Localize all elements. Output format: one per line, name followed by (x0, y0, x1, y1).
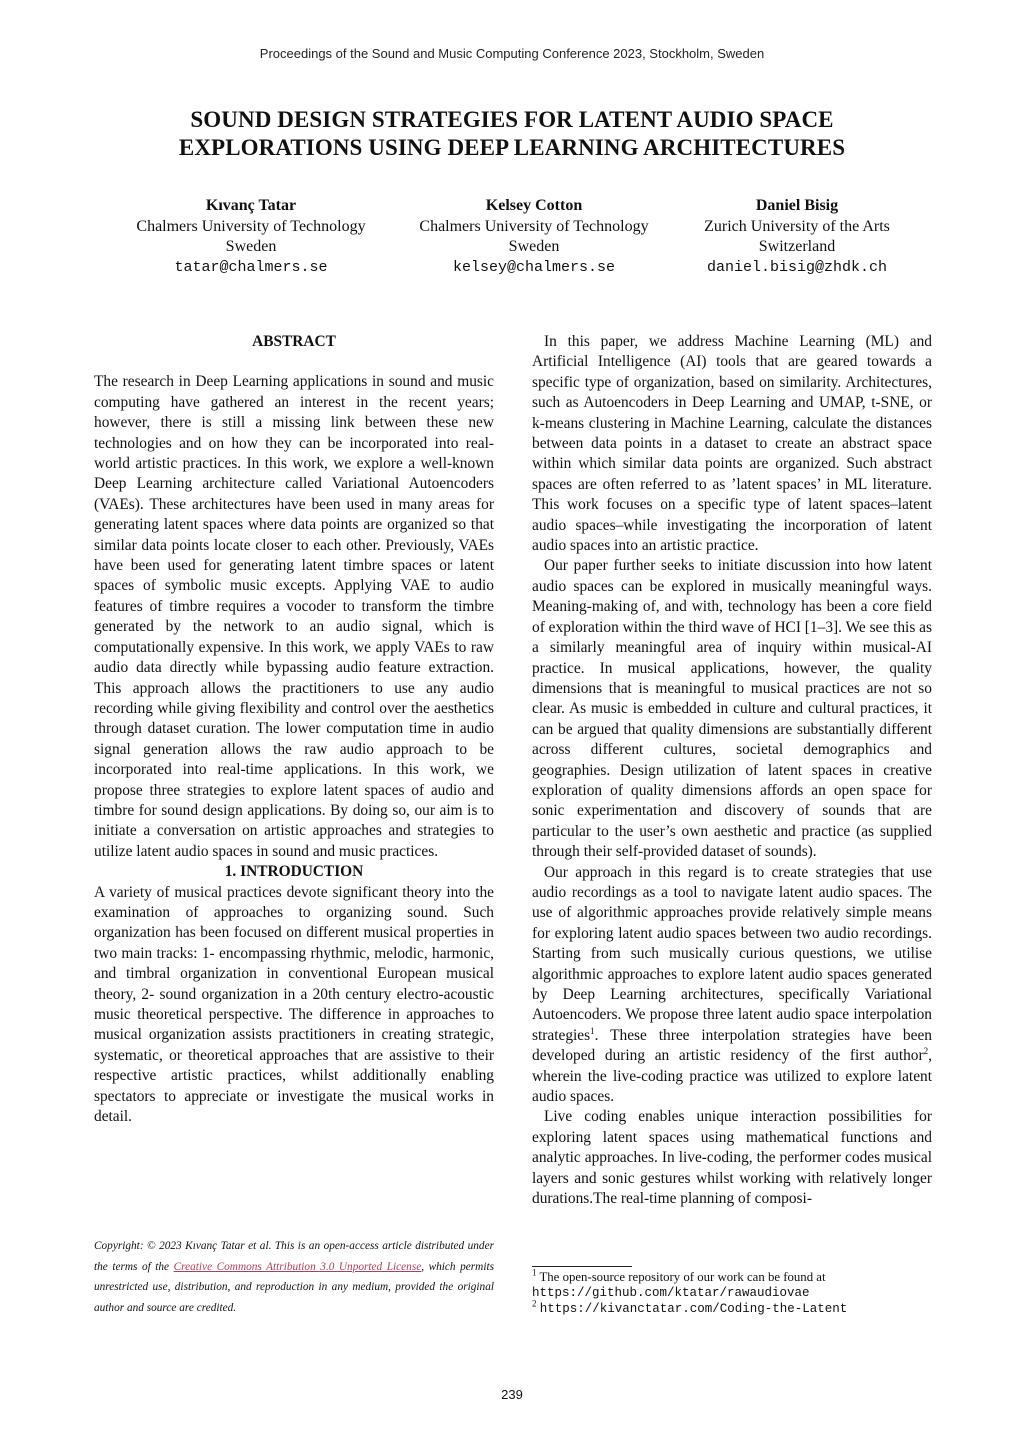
copyright-text: Copyright: © 2023 Kıvanç Tatar et al. This is an open-access article distributed under the terms of the (94, 1240, 494, 1273)
title-line-2: EXPLORATIONS USING DEEP LEARNING ARCHITECTURES (178, 135, 846, 160)
footnote-ref[interactable]: 1 (590, 1025, 595, 1036)
paragraph-text: Our approach in this regard is to create strategies that use audio recordings as a tool to navigate latent audio spaces. The use of algorithmic approaches provide relatively simple means for exploring latent audio spaces between two audio recordings. Starting from such musically curious questions, we utilise algorithmic approaches to explore latent audio spaces generated by Deep Learning architectures, specifically Variational Autoencoders. We propose three latent audio space interpolation strategies (532, 863, 932, 1044)
paragraph: Our paper further seeks to initiate discussion into how latent audio spaces can be explored in musically meaningful ways. Meaning-making of, and with, technology has been a core field of exploration within the third wave of HCI [1–3]. We see this as a similarly meaningful area of inquiry within musical-AI practice. In musical applications, however, the quality dimensions that is meaningful to musical practices are not so clear. As music is embedded in culture and cultural practices, it can be argued that quality dimensions are substantially different across different cultures, societal demographics and geographies. Design utilization of latent spaces in creative exploration of quality dimensions affords an open space for sonic experimentation and discovery of sounds that are particular to the user’s own aesthetic and practice (as supplied through their self-provided dataset of sounds). (532, 557, 932, 861)
copyright-notice (94, 1236, 494, 1318)
page-number: 239 (501, 1387, 523, 1402)
footnote-text: The open-source repository of our work can be found at (539, 1270, 826, 1284)
author-country: Sweden (225, 238, 277, 255)
footnote-url[interactable]: https://github.com/ktatar/rawaudiovae (532, 1286, 810, 1300)
author-email: daniel.bisig@zhdk.ch (706, 258, 888, 276)
footnote-url[interactable]: https://kivanctatar.com/Coding-the-Latent (539, 1302, 848, 1316)
author-name: Daniel Bisig (755, 197, 839, 214)
right-column (532, 332, 932, 1209)
footnote-2 (532, 1298, 932, 1317)
paper-title (80, 106, 944, 162)
footnote-ref[interactable]: 2 (923, 1046, 929, 1057)
license-link[interactable]: Creative Commons Attribution 3.0 Unported License (173, 1260, 422, 1273)
author-email: kelsey@chalmers.se (452, 258, 616, 276)
footnote-rule (532, 1266, 632, 1267)
author-affiliation: Chalmers University of Technology (136, 217, 366, 235)
author-block (0, 196, 1024, 286)
abstract-heading: ABSTRACT (252, 333, 336, 350)
author-country: Sweden (508, 238, 560, 255)
author-affiliation: Chalmers University of Technology (419, 217, 649, 235)
running-head: Proceedings of the Sound and Music Computing Conference 2023, Stockholm, Sweden (259, 46, 765, 61)
paragraph: Live coding enables unique interaction possibilities for exploring latent spaces using mathematical functions and analytic approaches. In live-coding, the performer codes musical layers and sonic gestures whilst working with relatively longer durations.The real-time planning of composi- (532, 1108, 932, 1208)
author-1 (116, 196, 386, 278)
introduction-paragraph: A variety of musical practices devote significant theory into the examination of approaches to organizing sound. Such organization has been focused on different musical properties in two main tracks: 1- encompassing rhythmic, melodic, harmonic, and timbral organization in conventional European musical theory, 2- sound organization in a 20th century electro-acoustic music theoretical perspective. The difference in approaches to musical organization assists practitioners in creating strategic, systematic, or theoretical approaches that are assistive to their respective artistic practices, whilst additionally enabling spectators to appreciate or investigate the musical works in detail. (94, 883, 494, 1126)
title-line-1: SOUND DESIGN STRATEGIES FOR LATENT AUDIO SPACE (190, 107, 834, 132)
author-2 (399, 196, 669, 278)
copyright-text: , which permits unrestricted use, distribution, and reproduction in any medium, provided the original author and source are credited. (94, 1260, 494, 1314)
author-email: tatar@chalmers.se (174, 258, 328, 276)
footnote-mark: 2 (532, 1298, 537, 1309)
author-country: Switzerland (758, 238, 836, 255)
footnote-1 (532, 1267, 932, 1301)
paragraph-with-footnotes (532, 863, 932, 1108)
author-name: Kelsey Cotton (485, 197, 583, 214)
paragraph-text: . These three interpolation strategies have been developed during an artistic residency of the first author (532, 1026, 932, 1065)
paragraph: In this paper, we address Machine Learning (ML) and Artificial Intelligence (AI) tools that are geared towards a specific type of organization, based on similarity. Architectures, such as Autoencoders in Deep Learning and UMAP, t-SNE, or k-means clustering in Machine Learning, calculate the distances between data points in a dataset to create an abstract space within which similar data points are organized. Such abstract spaces are often referred to as ’latent spaces’ in ML literature. This work focuses on a specific type of latent spaces–latent audio spaces–while investigating the incorporation of latent audio spaces into an artistic practice. (532, 333, 932, 555)
paragraph-text: , wherein the live-coding practice was utilized to explore latent audio spaces. (532, 1047, 932, 1106)
author-name: Kıvanç Tatar (205, 197, 297, 214)
footnotes (532, 1267, 932, 1317)
introduction-heading: 1. INTRODUCTION (224, 863, 364, 881)
abstract-text: The research in Deep Learning applications in sound and music computing have gathered an interest in the recent years; however, there is still a missing link between these new technologies and on how they can be incorporated into real-world artistic practices. In this work, we explore a well-known Deep Learning architecture called Variational Autoencoders (VAEs). These architectures have been used in many areas for generating latent spaces where data points are organized so that similar data points locate closer to each other. Previously, VAEs have been used for generating latent timbre spaces or latent spaces of symbolic music excepts. Applying VAE to audio features of timbre requires a vocoder to transform the timbre generated by the network to an audio signal, which is computationally expensive. In this work, we apply VAEs to raw audio data directly while bypassing audio feature extraction. This approach allows the practitioners to use any audio recording while giving flexibility and control over the aesthetics through dataset curation. The lower computation time in audio signal generation allows the raw audio approach to be incorporated into real-time applications. In this work, we propose three strategies to explore latent spaces of audio and timbre for sound design applications. By doing so, our aim is to initiate a conversation on artistic approaches and strategies to utilize latent audio spaces in sound and music practices. (94, 373, 494, 860)
author-affiliation: Zurich University of the Arts (704, 217, 890, 235)
footnote-mark: 1 (532, 1267, 537, 1278)
left-column (94, 332, 494, 1127)
author-3 (662, 196, 932, 278)
